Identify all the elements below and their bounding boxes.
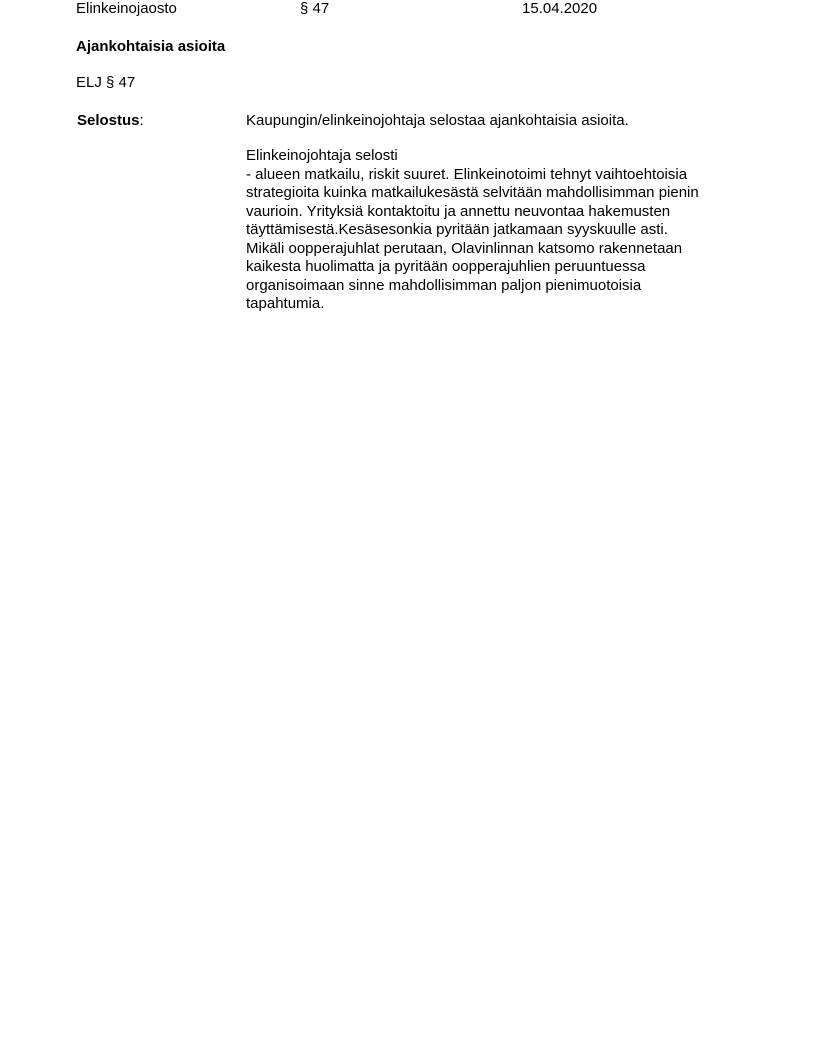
body-line: strategioita kuinka matkailukesästä selvitään mahdollisimman pienin xyxy=(246,184,699,201)
selostus-label xyxy=(77,112,144,129)
body-line: organisoimaan sinne mahdollisimman paljon pienimuotoisia xyxy=(246,276,642,294)
selostus-label-colon: : xyxy=(139,112,144,129)
document-title: Ajankohtaisia asioita xyxy=(76,38,226,55)
selostus-label-text: Selostus xyxy=(77,112,140,129)
selostus-body xyxy=(246,147,746,314)
body-line: kaikesta huolimatta ja pyritään oopperajuhlien peruuntuessa xyxy=(246,258,646,275)
document-reference: ELJ § 47 xyxy=(76,74,136,91)
header-committee: Elinkeinojaosto xyxy=(76,0,177,17)
header-section-number: § 47 xyxy=(300,0,330,17)
header-date: 15.04.2020 xyxy=(522,0,598,17)
body-line: tapahtumia. xyxy=(246,295,325,312)
body-line: Elinkeinojohtaja selosti xyxy=(246,147,398,164)
selostus-intro: Kaupungin/elinkeinojohtaja selostaa ajankohtaisia asioita. xyxy=(246,112,629,129)
body-line: vaurioin. Yrityksiä kontaktoitu ja annettu neuvontaa hakemusten xyxy=(246,202,671,220)
body-line: täyttämisestä.Kesäsesonkia pyritään jatkamaan syyskuulle asti. xyxy=(246,221,668,238)
body-line: Mikäli oopperajuhlat perutaan, Olavinlinnan katsomo rakennetaan xyxy=(246,239,683,257)
body-line: - alueen matkailu, riskit suuret. Elinkeinotoimi tehnyt vaihtoehtoisia xyxy=(246,165,688,183)
